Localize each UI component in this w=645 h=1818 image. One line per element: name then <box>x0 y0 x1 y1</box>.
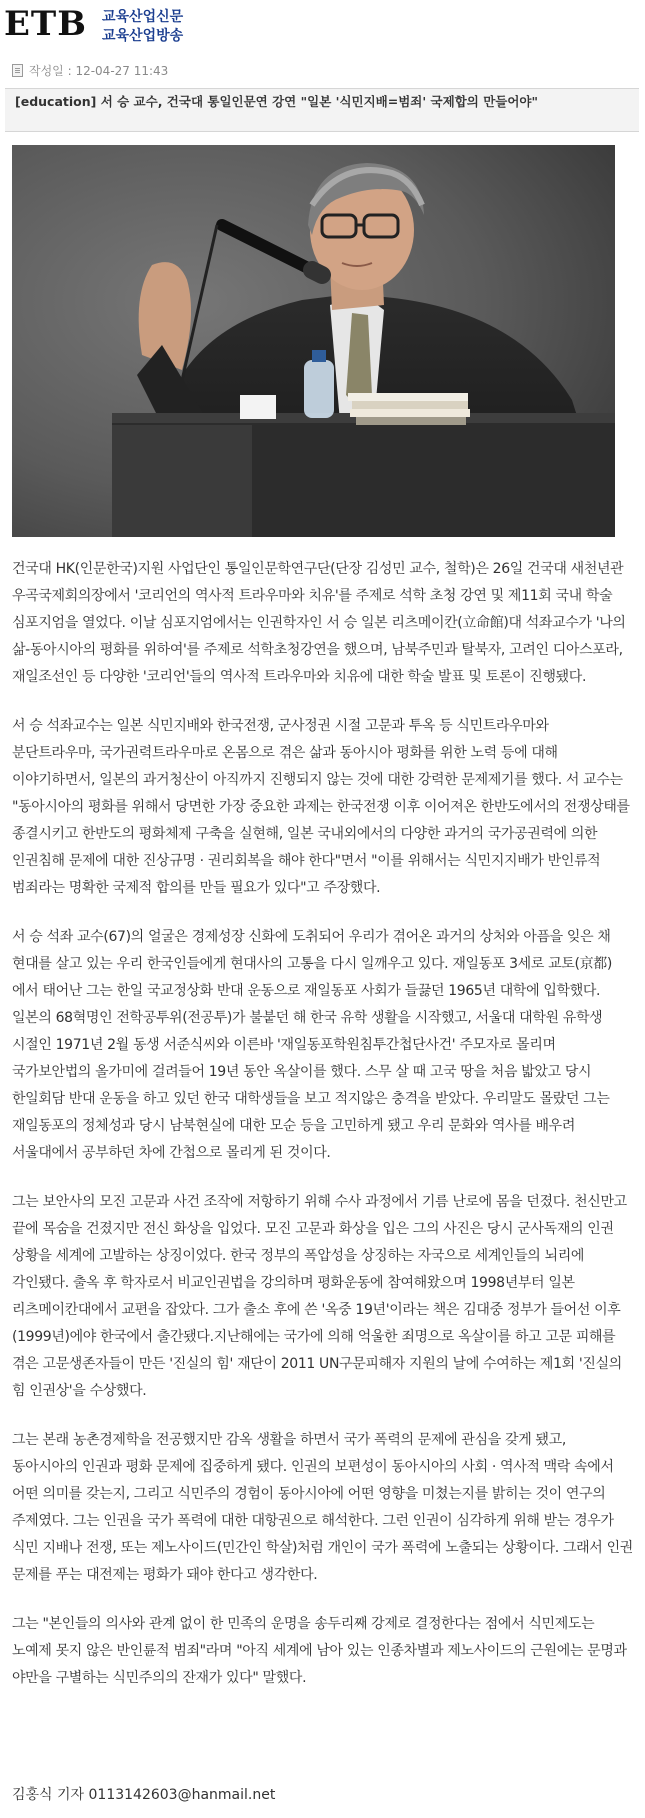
paragraph-6: 그는 "본인들의 의사와 관계 없이 한 민족의 운명을 송두리째 강제로 결정한다는 점에서 식민제도는 노예제 못지 않은 반인륜적 범죄"라며 "아직 세계에 남아 있는 인종차별과 제노사이드의 근원에는 문명과 야만을 구별하는 식민주의의 잔재가 있다" 말했다. <box>12 1616 627 1686</box>
article-photo <box>12 145 615 537</box>
brand-line-newspaper: 교육산업신문 <box>102 9 184 25</box>
article-title: [education] 서 승 교수, 건국대 통일인문연 강연 "일본 '식민지배=범죄' 국제합의 만들어야" <box>15 94 539 109</box>
site-logo[interactable]: ETB <box>4 4 87 44</box>
document-icon <box>12 64 23 77</box>
paragraph-5: 그는 본래 농촌경제학을 전공했지만 감옥 생활을 하면서 국가 폭력의 문제에 관심을 갖게 됐고, 동아시아의 인권과 평화 문제에 집중하게 됐다. 인권의 보편성이 동아시아의 사회 · 역사적 맥락 속에서 어떤 의미를 갖는지, 그리고 식민주의 경험이 동아시아에 어떤 영향을 미쳤는지를 밝히는 것이 연구의 주제였다. 그는 인권을 국가 폭력에 대한 대항권으로 해석한다. 그런 인권이 심각하게 위해 받는 경우가 식민 지배나 전쟁, 또는 제노사이드(민간인 학살)처럼 개인이 국가 폭력에 노출되는 상황이다. 그래서 인권 문제를 푸는 대전제는 평화가 돼야 한다고 생각한다. <box>12 1432 633 1583</box>
reporter-byline[interactable]: 김홍식 기자 0113142603@hanmail.net <box>12 1787 276 1803</box>
paragraph-3: 서 승 석좌 교수(67)의 얼굴은 경제성장 신화에 도취되어 우리가 겪어온 과거의 상처와 아픔을 잊은 채 현대를 살고 있는 우리 한국인들에게 현대사의 고통을 다시 일깨우고 있다. 재일동포 3세로 교토(京都)에서 태어난 그는 한일 국교정상화 반대 운동으로 재일동포 사회가 들끓던 1965년 대학에 입학했다. 일본의 68혁명인 전학공투위(전공투)가 불붙던 해 한국 유학 생활을 시작했고, 서울대 대학원 유학생 시절인 1971년 2월 동생 서준식씨와 이른바 '재일동포학원침투간첩단사건' 주모자로 몰리며 국가보안법의 올가미에 걸려들어 19년 동안 옥살이를 했다. 스무 살 때 고국 땅을 처음 밟았고 당시 한일회담 반대 운동을 하고 있던 한국 대학생들을 보고 적지않은 충격을 받았다. 우리말도 몰랐던 그는 재일동포의 정체성과 당시 남북현실에 대한 모순 등을 고민하게 됐고 우리 문화와 역사를 배우려 서울대에서 공부하던 차에 간첩으로 몰리게 된 것이다. <box>12 929 612 1161</box>
article-title-box <box>5 88 639 132</box>
speaker-photo <box>12 145 615 537</box>
article-body <box>12 556 634 1714</box>
paragraph-1: 건국대 HK(인문한국)지원 사업단인 통일인문학연구단(단장 김성민 교수, 철학)은 26일 건국대 새천년관 우곡국제회의장에서 '코리언의 역사적 트라우마와 치유'를 주제로 석학 초청 강연 및 제11회 국내 학술 심포지엄을 열었다. 이날 심포지엄에서는 인권학자인 서 승 일본 리츠메이칸(立命館)대 석좌교수가 '나의 삶-동아시아의 평화를 위하여'를 주제로 석학초청강연을 했으며, 남북주민과 탈북자, 고려인 디아스포라, 재일조선인 등 다양한 '코리언'들의 역사적 트라우마와 치유에 대한 학술 발표 및 토론이 진행됐다. <box>12 561 626 685</box>
brand-line-broadcast: 교육산업방송 <box>102 28 184 44</box>
paragraph-4: 그는 보안사의 모진 고문과 사건 조작에 저항하기 위해 수사 과정에서 기름 난로에 몸을 던졌다. 천신만고 끝에 목숨을 건졌지만 전신 화상을 입었다. 모진 고문과 화상을 입은 그의 사진은 당시 군사독재의 인권 상황을 세계에 고발하는 상징이었다. 한국 정부의 폭압성을 상징하는 자국으로 세계인들의 뇌리에 각인됐다. 출옥 후 학자로서 비교인권법을 강의하며 평화운동에 참여해왔으며 1998년부터 일본 리츠메이칸대에서 교편을 잡았다. 그가 출소 후에 쓴 '옥중 19년'이라는 책은 김대중 정부가 들어선 이후(1999년)에야 한국에서 출간됐다.지난해에는 국가에 의해 억울한 죄명으로 옥살이를 하고 고문 피해를 겪은 고문생존자들이 만든 '진실의 힘' 재단이 2011 UN구문피해자 지원의 날에 수여하는 제1회 '진실의 힘 인권상'을 수상했다. <box>12 1194 627 1399</box>
paragraph-2: 서 승 석좌교수는 일본 식민지배와 한국전쟁, 군사정권 시절 고문과 투옥 등 식민트라우마와 분단트라우마, 국가권력트라우마로 온몸으로 겪은 삶과 동아시아 평화를 위한 노력 등에 대해 이야기하면서, 일본의 과거청산이 아직까지 진행되지 않는 것에 대한 강력한 문제제기를 했다. 서 교수는 "동아시아의 평화를 위해서 당면한 가장 중요한 과제는 한국전쟁 이후 이어져온 한반도에서의 전쟁상태를 종결시키고 한반도의 평화체제 구축을 실현해, 일본 국내외에서의 다양한 과거의 국가공권력에 의한 인권침해 문제에 대한 진상규명 · 권리회복을 해야 한다"면서 "이를 위해서는 식민지지배가 반인류적 범죄라는 명확한 국제적 합의를 만들 필요가 있다"고 주장했다. <box>12 718 630 896</box>
post-date: 작성일 : 12-04-27 11:43 <box>29 64 169 78</box>
post-meta <box>12 62 168 79</box>
site-header <box>0 0 645 56</box>
brand-text <box>102 8 183 46</box>
